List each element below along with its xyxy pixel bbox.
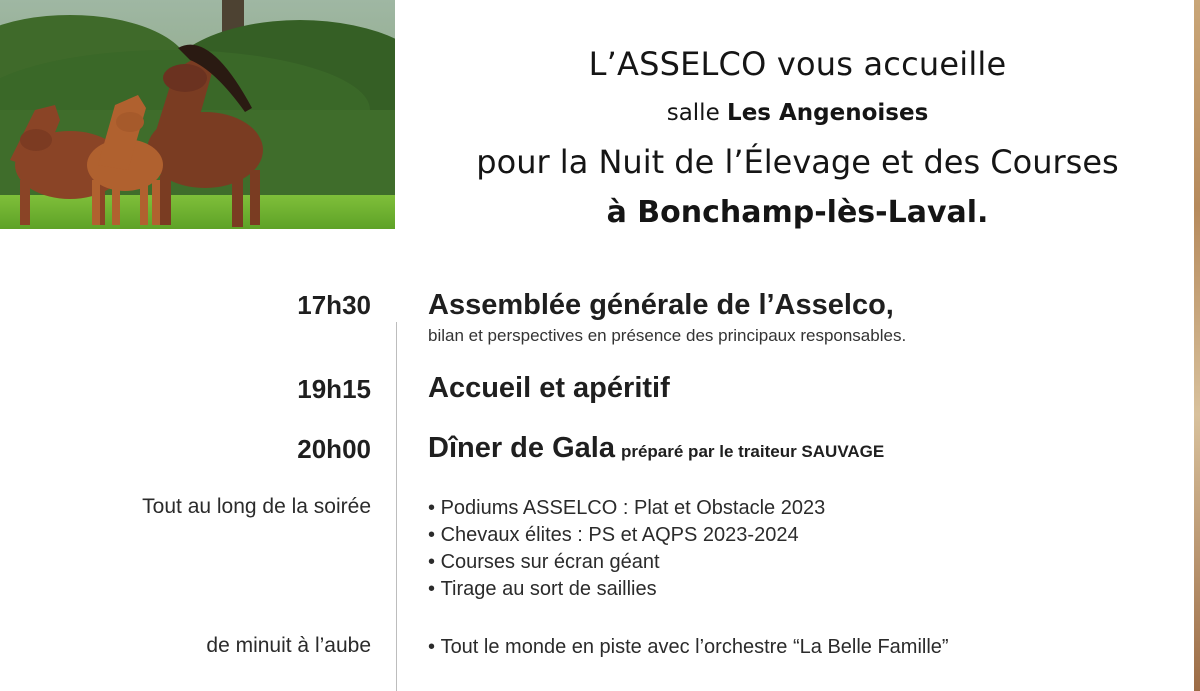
program-time: 17h30 bbox=[297, 290, 371, 320]
list-item: • Chevaux élites : PS et AQPS 2023-2024 bbox=[428, 522, 825, 549]
list-item: • Podiums ASSELCO : Plat et Obstacle 2023 bbox=[428, 495, 825, 522]
program-title-wrap bbox=[428, 432, 884, 465]
program-subtitle: bilan et perspectives en présence des principaux responsables. bbox=[428, 326, 907, 345]
header-line-2 bbox=[395, 90, 1200, 136]
program-items bbox=[428, 495, 825, 603]
list-item: • Tirage au sort de saillies bbox=[428, 576, 825, 603]
program-label: Tout au long de la soirée bbox=[142, 495, 371, 518]
program-time: 20h00 bbox=[297, 434, 371, 464]
program-time: 19h15 bbox=[297, 374, 371, 404]
header-venue-name: Les Angenoises bbox=[727, 100, 929, 126]
program-title: Assemblée générale de l’Asselco, bbox=[428, 289, 894, 321]
header-line-1: L’ASSELCO vous accueille bbox=[588, 45, 1007, 83]
list-item: • Tout le monde en piste avec l’orchestre “La Belle Famille” bbox=[428, 634, 949, 661]
header-venue-prefix: salle bbox=[666, 100, 720, 126]
event-header bbox=[395, 38, 1200, 238]
list-item: • Courses sur écran géant bbox=[428, 549, 825, 576]
horses-illustration bbox=[0, 0, 395, 229]
program-items bbox=[428, 634, 949, 661]
program-title: Dîner de Gala bbox=[428, 432, 615, 464]
header-location: à Bonchamp-lès-Laval. bbox=[606, 195, 989, 230]
program-label: de minuit à l’aube bbox=[206, 634, 371, 657]
program-title-suffix: préparé par le traiteur SAUVAGE bbox=[620, 442, 885, 461]
horses-photo bbox=[0, 0, 395, 229]
vertical-divider bbox=[396, 322, 397, 691]
header-line-3: pour la Nuit de l’Élevage et des Courses bbox=[476, 143, 1119, 181]
program-title: Accueil et apéritif bbox=[428, 372, 670, 404]
